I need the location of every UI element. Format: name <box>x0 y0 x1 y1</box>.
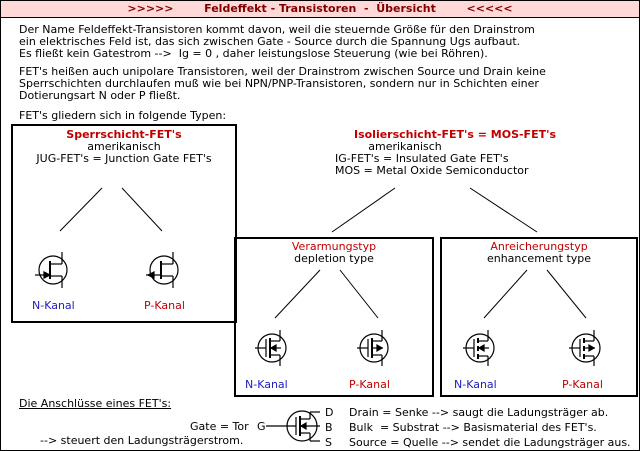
jfet-p-channel-symbol <box>146 252 178 288</box>
depletion-sub: depletion type <box>294 252 374 265</box>
depletion-branch-right <box>340 270 378 318</box>
mosfet-branch-right <box>470 188 537 232</box>
connections-mosfet-symbol <box>266 411 320 441</box>
bulk-desc: Bulk = Substrat --> Basismaterial des FET's. <box>349 421 597 434</box>
enhancement-title: Anreicherungstyp <box>490 240 588 253</box>
intro-p1-line2: ein elektrisches Feld ist, das sich zwischen Gate - Source durch die Spannung Ugs aufbaut. <box>19 35 521 48</box>
intro-p1-line3: Es fließt kein Gatestrom --> Ig = 0 , daher leistungslose Steuerung (wie bei Röhren). <box>19 47 488 60</box>
intro-p2-line3: Dotierungsart N oder P fließt. <box>19 89 181 102</box>
mosfet-sub1: amerikanisch <box>368 140 442 153</box>
source-desc: Source = Quelle --> sendet die Ladungsträger aus. <box>349 436 631 449</box>
gate-desc: --> steuert den Ladungsträgerstrom. <box>40 434 244 447</box>
enhancement-branch-left <box>484 270 527 318</box>
enhancement-p-mosfet-symbol <box>569 330 600 366</box>
drain-desc: Drain = Senke --> saugt die Ladungsträger ab. <box>349 406 609 419</box>
enhancement-p-kanal-label: P-Kanal <box>562 378 603 391</box>
enhancement-sub: enhancement type <box>486 252 592 265</box>
enhancement-branch-right <box>547 270 586 318</box>
gate-letter: G <box>257 420 266 433</box>
jfet-sub1: amerikanisch <box>87 140 161 153</box>
depletion-p-kanal-label: P-Kanal <box>349 378 390 391</box>
jfet-branch-left <box>60 188 102 231</box>
intro-p3: FET's gliedern sich in folgende Typen: <box>19 109 227 122</box>
mosfet-sub2: IG-FET's = Insulated Gate FET's <box>335 152 509 165</box>
jfet-branch-right <box>122 188 162 231</box>
jfet-title: Sperrschicht-FET's <box>66 128 182 141</box>
drain-letter: D <box>325 406 334 419</box>
intro-p2-line2: Sperrschichten durchlaufen muß wie bei NPN/PNP-Transistoren, sondern nur in Schichten einer <box>19 77 539 90</box>
gate-text: Gate = Tor <box>190 420 249 433</box>
depletion-n-mosfet-symbol <box>255 330 286 366</box>
header-left-marks: >>>>> <box>127 2 174 15</box>
jfet-n-kanal-label: N-Kanal <box>32 299 75 312</box>
intro-p2-line1: FET's heißen auch unipolare Transistoren, weil der Drainstrom zwischen Source und Drain keine <box>19 65 546 78</box>
jfet-sub2: JUG-FET's = Junction Gate FET's <box>36 152 212 165</box>
depletion-p-mosfet-symbol <box>357 330 388 366</box>
intro-p1-line1: Der Name Feldeffekt-Transistoren kommt davon, weil die steuernde Größe für den Drainstrom <box>19 23 535 36</box>
mosfet-sub3: MOS = Metal Oxide Semiconductor <box>335 164 529 177</box>
depletion-title: Verarmungstyp <box>291 240 377 253</box>
jfet-n-channel-symbol <box>35 252 67 288</box>
source-letter: S <box>325 436 332 449</box>
page-title: Feldeffekt - Transistoren - Übersicht <box>204 2 436 15</box>
connections-heading: Die Anschlüsse eines FET's: <box>19 397 172 410</box>
depletion-n-kanal-label: N-Kanal <box>245 378 288 391</box>
jfet-p-kanal-label: P-Kanal <box>144 299 185 312</box>
enhancement-n-kanal-label: N-Kanal <box>454 378 497 391</box>
mosfet-title: Isolierschicht-FET's = MOS-FET's <box>353 128 557 141</box>
header-right-marks: <<<<< <box>466 2 513 15</box>
enhancement-n-mosfet-symbol <box>463 330 494 366</box>
mosfet-branch-left <box>332 188 395 232</box>
bulk-letter: B <box>325 421 333 434</box>
depletion-branch-left <box>275 270 320 318</box>
